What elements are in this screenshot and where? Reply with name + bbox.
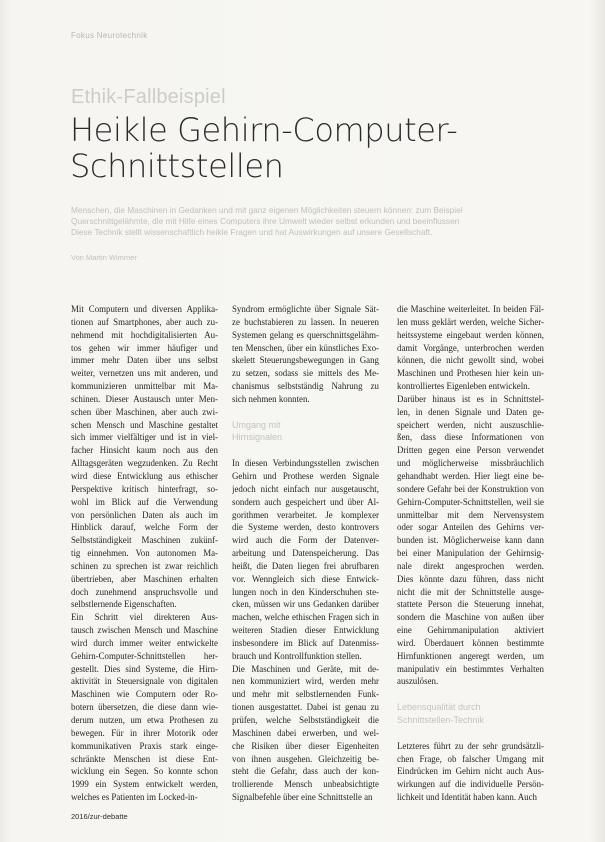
text-line: Mit Computern und diversen Applika- bbox=[71, 304, 218, 314]
text-line: Eindrücken im Gehirn nicht auch Aus- bbox=[397, 766, 544, 777]
text-line: kommunikativen Praxis stark einge- bbox=[71, 740, 218, 751]
text-line: Dies könnte dazu führen, dass nicht bbox=[397, 573, 544, 584]
text-line: können, die nicht gewollt sind, wobei bbox=[397, 355, 544, 366]
text-line: skelett Steuerungsbewegungen in Gang bbox=[232, 355, 379, 366]
title-line: Heikle Gehirn-Computer- bbox=[70, 111, 458, 149]
text-line: Selbstständigkeit Maschinen zukünf- bbox=[71, 535, 218, 546]
body-text bbox=[232, 303, 379, 406]
text-line: cken, müssen wir uns Gedanken darüber bbox=[232, 599, 379, 610]
section-subheading bbox=[397, 701, 544, 727]
text-line: schränkte Menschen ist diese Ent- bbox=[71, 753, 218, 764]
text-line: welches es Patienten im Locked-in- bbox=[71, 792, 198, 803]
text-line: Perspektive kritisch hinterfragt, so- bbox=[71, 483, 218, 494]
text-line: damit Vorgänge, unterbrochen werden bbox=[397, 342, 544, 353]
text-line: wicklung ein Segen. So konnte schon bbox=[71, 766, 218, 777]
text-line: ten Menschen, über ein künstliches Exo- bbox=[232, 342, 379, 353]
text-line: arbeitung und Datenspeicherung. Das bbox=[232, 548, 379, 559]
text-line: Hinblick darauf, welche Form der bbox=[71, 522, 218, 533]
text-line: oder sogar Anteilen des Gehirns ver- bbox=[397, 522, 544, 533]
body-text bbox=[397, 303, 544, 688]
text-line: Maschinen und Prothesen hier kein un- bbox=[397, 368, 544, 379]
text-line: schinen zu sprechen ist zwar reichlich bbox=[71, 560, 218, 571]
text-line: weiteren Stadien dieser Entwicklung bbox=[232, 625, 379, 636]
text-line: Maschinen wie Computern oder Ro- bbox=[71, 689, 218, 700]
text-line: von ihnen ausgehen. Gleichzeitig be- bbox=[232, 753, 379, 764]
text-line: weiter, vernetzen uns mit anderen, und bbox=[71, 368, 218, 379]
text-line: Hirnsignalen bbox=[232, 432, 283, 443]
text-line: facher Hinsicht kaum noch aus den bbox=[71, 445, 218, 456]
text-line: chen Frage, ob falscher Umgang mit bbox=[397, 753, 544, 764]
text-line: In diesen Verbindungsstellen zwischen bbox=[232, 458, 379, 469]
text-line: prüfen, welche Selbstständigkeit die bbox=[232, 715, 379, 725]
text-line: nehmend mit hochdigitalisierten Au- bbox=[71, 329, 218, 340]
text-line: steht die Gefahr, dass auch der kon- bbox=[232, 766, 379, 777]
text-line: Dritten gegen eine Person verwendet bbox=[397, 445, 544, 456]
text-line: doch zunehmend anspruchsvolle und bbox=[71, 586, 218, 597]
article-title bbox=[70, 112, 550, 184]
text-line: wird durch immer weiter entwickelte bbox=[71, 637, 218, 648]
article-lede bbox=[71, 205, 551, 238]
text-line: speichert werden, nicht auszuschlie- bbox=[397, 419, 544, 430]
text-line: stattete Person die Steuerung innehat, bbox=[397, 599, 544, 610]
text-line: Gehirn-Computer-Schnittstellen, weil sie bbox=[397, 496, 544, 507]
text-column-3 bbox=[397, 303, 544, 804]
text-column-2 bbox=[232, 303, 379, 804]
text-line: chanismus selbstständig Nahrung zu bbox=[232, 381, 379, 392]
text-line: Alltagsgeräten wegzudenken. Zu Recht bbox=[71, 458, 218, 469]
text-line: heitssysteme eingebaut werden können, bbox=[397, 329, 544, 340]
spacer bbox=[232, 406, 379, 419]
text-line: machen, welche ethischen Fragen sich in bbox=[232, 612, 379, 623]
text-line: Die Maschinen und Geräte, mit de- bbox=[232, 663, 379, 674]
text-line: bunden ist. Möglicherweise kann dann bbox=[397, 535, 544, 546]
text-line: insbesondere im Blick auf Datenmiss- bbox=[232, 637, 379, 648]
text-line: botern übersetzen, die diese dann wie- bbox=[71, 702, 218, 713]
text-line: Gehirn und Prothese werden Signale bbox=[232, 470, 379, 481]
text-line: von persönlichen Daten als auch im bbox=[71, 509, 218, 520]
text-line: gehandhabt werden. Hier liegt eine be- bbox=[397, 470, 544, 481]
text-line: Letzteres führt zu der sehr grundsätzli- bbox=[397, 740, 544, 751]
text-line: sondern die Maschine von außen über bbox=[397, 612, 544, 623]
text-line: manipulativ ein bestimmtes Verhalten bbox=[397, 663, 544, 674]
text-line: unmittelbar mit dem Nervensystem bbox=[397, 509, 544, 520]
section-label: Fokus Neurotechnik bbox=[71, 31, 148, 40]
text-line: wirkungen auf die individuelle Persön- bbox=[397, 779, 544, 790]
text-line: Hirnfunktionen angeregt werden, um bbox=[397, 650, 544, 661]
text-line: eine Gehirnmanipulation aktiviert bbox=[397, 625, 544, 636]
text-line: lichkeit und Identität haben kann. Auch bbox=[397, 792, 537, 803]
text-line: len muss geklärt werden, welche Sicher- bbox=[397, 316, 544, 327]
text-line: bewegen. Für in ihrer Motorik oder bbox=[71, 727, 218, 738]
title-line: Schnittstellen bbox=[70, 147, 284, 185]
text-line: che Risiken über dieser Eigenheiten bbox=[232, 740, 379, 751]
text-line: ßen, dass diese Informationen von bbox=[397, 432, 544, 443]
text-line: wird diese Entwicklung aus ethischer bbox=[71, 470, 218, 481]
text-line: sondern auch gespeichert und über Al- bbox=[232, 496, 379, 507]
text-line: Syndrom ermöglichte über Signale Sät- bbox=[232, 304, 379, 314]
text-line: nale direkt angesprochen werden. bbox=[397, 560, 544, 571]
text-line: wird. Überdauert können bestimmte bbox=[397, 637, 544, 648]
text-line: tausch zwischen Mensch und Maschine bbox=[71, 625, 218, 636]
text-line: aktivität in Steuersignale von digitalen bbox=[71, 676, 218, 687]
text-line: kommunizieren unmittelbar mit Ma- bbox=[71, 381, 218, 392]
body-text bbox=[71, 303, 218, 804]
spacer bbox=[232, 444, 379, 457]
text-line: und möglicherweise missbräuchlich bbox=[397, 458, 544, 469]
text-line: wird auch die Form der Datenver- bbox=[232, 535, 379, 546]
text-line: Signalbefehle über eine Schnittstelle an bbox=[232, 792, 373, 803]
text-line: und mehr mit selbstlernenden Funk- bbox=[232, 689, 379, 700]
text-line: Schnittstellen-Technik bbox=[397, 715, 485, 725]
text-line: übertrieben, aber Maschinen erhalten bbox=[71, 573, 218, 584]
text-line: schen über Maschinen, aber auch zwi- bbox=[71, 406, 218, 417]
text-line: Darüber hinaus ist es in Schnittstel- bbox=[397, 393, 544, 404]
text-line: bei einer Manipulation der Gehirnsig- bbox=[397, 548, 544, 559]
author-byline: Von Martin Wimmer bbox=[71, 253, 137, 262]
text-line: tionen ausgestattet. Dabei ist genau zu bbox=[232, 702, 379, 713]
spacer bbox=[397, 688, 544, 701]
text-line: trollierende Mensch unbeabsichtigte bbox=[232, 779, 379, 790]
page-folio: 2016/zur-debatte bbox=[71, 812, 128, 821]
text-line: heißt, die Daten liegen frei abrufbaren bbox=[232, 560, 379, 571]
article-kicker: Ethik-Fallbeispiel bbox=[71, 86, 226, 108]
text-line: nen kommuniziert wird, werden mehr bbox=[232, 676, 379, 687]
text-line: Lebensqualität durch bbox=[397, 702, 481, 713]
text-line: nicht die mit der Schnittstelle ausge- bbox=[397, 586, 544, 597]
text-line: selbstlernende Eigenschaften. bbox=[71, 599, 177, 610]
text-line: jedoch nicht einfach nur ausgetauscht, bbox=[232, 483, 379, 494]
text-line: schen Mensch und Maschine gestaltet bbox=[71, 419, 218, 430]
lede-line: Diese Technik stellt wissenschaftlich heikle Fragen und hat Auswirkungen auf unsere Gesellschaft. bbox=[71, 227, 433, 237]
text-line: Umgang mit bbox=[232, 419, 281, 430]
text-line: die Maschine weiterleitet. In beiden Fäl- bbox=[397, 304, 544, 314]
text-line: sich immer vielfältiger und ist in viel- bbox=[71, 432, 218, 443]
body-text bbox=[232, 457, 379, 804]
text-line: gestellt. Dies sind Systeme, die Hirn- bbox=[71, 663, 218, 674]
spacer bbox=[397, 727, 544, 740]
section-subheading bbox=[232, 419, 379, 445]
text-line: Gehirn-Computer-Schnittstellen her- bbox=[71, 650, 218, 661]
body-text bbox=[397, 740, 544, 804]
text-line: Systemen gelang es querschnittsgelähm- bbox=[232, 329, 379, 340]
text-line: wohl im Blick auf die Verwendung bbox=[71, 496, 218, 507]
text-line: ze buchstabieren zu lassen. In neueren bbox=[232, 316, 379, 327]
text-line: sich nehmen konnten. bbox=[232, 393, 310, 404]
text-line: kontrolliertes Eigenleben entwickeln. bbox=[397, 381, 530, 392]
text-line: tig einnehmen. Von autonomen Ma- bbox=[71, 548, 218, 559]
text-line: len, in denen Signale und Daten ge- bbox=[397, 406, 544, 417]
text-line: 1999 ein System entwickelt werden, bbox=[71, 779, 218, 790]
text-line: lungen noch in den Kinderschuhen ste- bbox=[232, 586, 379, 597]
text-line: Maschinen dabei erwerben, und wel- bbox=[232, 727, 379, 738]
text-line: auszulösen. bbox=[397, 676, 439, 687]
text-line: schinen. Dieser Austausch unter Men- bbox=[71, 393, 218, 404]
text-line: tionen auf Smartphones, aber auch zu- bbox=[71, 316, 218, 327]
text-line: die Systeme werden, desto kontrovers bbox=[232, 522, 379, 533]
lede-line: Querschnittgelähmte, die mit Hilfe eines Computers ihre Umwelt wieder selbst erkunden und beeinflussen bbox=[71, 216, 460, 226]
text-line: brauch und Kontrollfunktion stellen. bbox=[232, 650, 362, 661]
text-line: gorithmen verarbeitet. Je komplexer bbox=[232, 509, 379, 520]
text-line: Ein Schritt viel direkteren Aus- bbox=[71, 612, 218, 623]
text-line: derum nutzen, um etwa Prothesen zu bbox=[71, 715, 218, 725]
text-column-1 bbox=[71, 303, 218, 804]
lede-line: Menschen, die Maschinen in Gedanken und mit ganz eigenen Möglichkeiten steuern können: zum Beispiel bbox=[71, 205, 463, 215]
text-line: tos gehen wir immer häufiger und bbox=[71, 342, 218, 353]
text-line: immer mehr Daten über uns selbst bbox=[71, 355, 218, 366]
text-line: sondere Gefahr bei der Konstruktion von bbox=[397, 483, 544, 494]
text-line: vor. Wenngleich sich diese Entwick- bbox=[232, 573, 379, 584]
text-line: zu setzen, sodass sie mittels des Me- bbox=[232, 368, 379, 379]
